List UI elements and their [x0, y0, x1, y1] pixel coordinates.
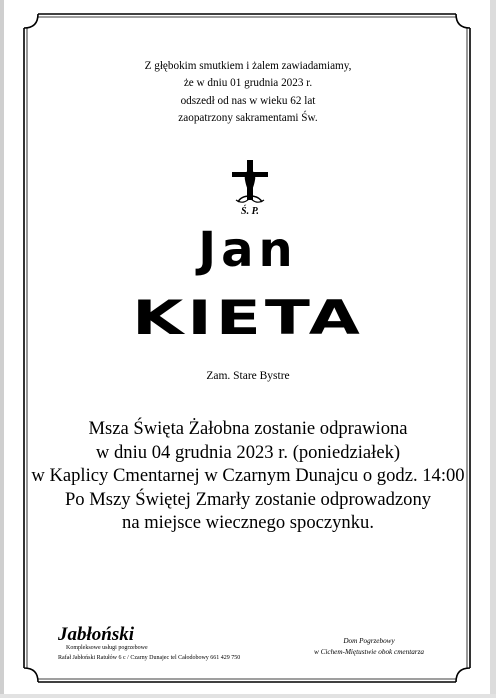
announcement-line: odszedł od nas w wieku 62 lat — [180, 94, 316, 107]
announcement-line: że w dniu 01 grudnia 2023 r. — [183, 77, 313, 90]
mass-line: w dniu 04 grudnia 2023 r. (poniedziałek) — [95, 441, 401, 463]
funeral-home-line: Dom Pogrzebowy — [343, 637, 395, 645]
announcement-line: zaopatrzony sakramentami Św. — [178, 111, 318, 124]
funeral-home-line: w Cichem-Miętustwie obok cmentarza — [314, 647, 424, 656]
announcement-line: Z głębokim smutkiem i żalem zawiadamiamy, — [144, 60, 352, 72]
funeral-mass-info — [0, 417, 496, 535]
funeral-home-logo — [58, 626, 288, 663]
mass-line: Msza Święta Żałobna zostanie odprawiona — [88, 418, 408, 439]
company-address: Rafał Jabłoński Ratułów 6 c / Czarny Dunajec tel Całodobowy 661 429 750 — [58, 655, 241, 661]
funeral-home-info — [284, 636, 454, 657]
announcement-text — [0, 58, 496, 127]
residence: Zam. Stare Bystre — [206, 370, 290, 382]
company-name: Jabłoński — [58, 624, 135, 645]
cross-icon — [220, 158, 280, 218]
mass-line: na miejsce wiecznego spoczynku. — [122, 512, 374, 533]
cross-label: Ś. P. — [241, 206, 259, 217]
mass-line: w Kaplicy Cmentarnej w Czarnym Dunajcu o godz. 14:00 — [31, 465, 465, 486]
mass-line: Po Mszy Świętej Zmarły zostanie odprowadzony — [64, 488, 432, 510]
page-edge-bottom — [0, 694, 496, 698]
company-tagline: Kompleksowe usługi pogrzebowe — [66, 645, 148, 651]
surname: KIETA — [132, 289, 364, 346]
first-name: Jan — [198, 222, 298, 278]
